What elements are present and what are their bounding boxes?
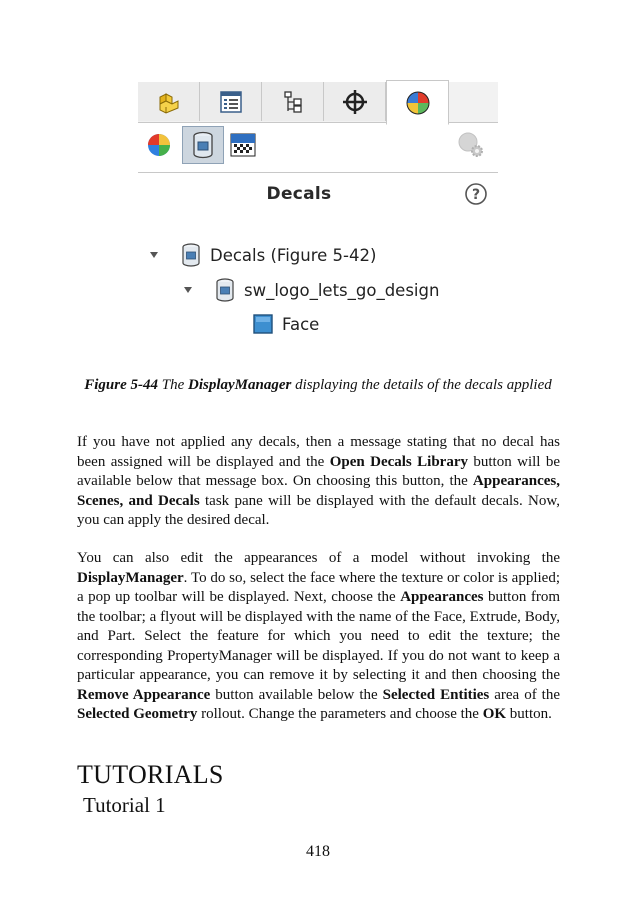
decals-button[interactable] [182, 126, 224, 164]
paragraph-edit-appearances: You can also edit the appearances of a model without invoking the DisplayManager. To do so, select the face where the texture or color is applied; a pop up toolbar will be displayed. Next, choose the Appearances button from the toolbar; a flyout will be displayed with the name of the Face, Extrude, Body, and Part. Select the feature for which you need to edit the texture; the corresponding PropertyManager will be displayed. If you do not want to keep a particular appearance, you can remove it by selecting it and then choosing the Remove Appearance button available below the Selected Entities area of the Selected Geometry rollout. Change the parameters and choose the OK button. [77, 550, 560, 722]
paragraph-decals-library: If you have not applied any decals, then a message stating that no decal has been assigned will be displayed and the Open Decals Library button will be available below that message box. On choosing this button, the Appearances, Scenes, and Decals task pane will be displayed with the default decals. Now, you can apply the desired decal. [77, 434, 561, 528]
dimxpert-manager-icon [341, 88, 369, 116]
tab-display-manager[interactable] [386, 80, 449, 125]
figure-caption: Figure 5-44 The DisplayManager displaying the details of the decals applied [84, 377, 552, 393]
tab-dimxpert-manager[interactable] [324, 82, 386, 121]
scenes-button[interactable] [226, 128, 260, 162]
tree-item-face[interactable] [252, 310, 319, 338]
svg-text:?: ? [471, 187, 481, 203]
tree-item-label: Decals (Figure 5-42) [210, 245, 377, 265]
help-icon[interactable] [464, 182, 488, 206]
decal-icon [214, 277, 236, 303]
expand-arrow-icon[interactable] [146, 241, 162, 269]
expand-arrow-icon[interactable] [180, 276, 196, 304]
decal-folder-icon [180, 242, 202, 268]
display-manager-toolbar [138, 122, 498, 168]
subsection-heading: Tutorial 1 [83, 793, 166, 817]
panel-title: Decals [266, 184, 332, 204]
section-heading: TUTORIALS [77, 760, 224, 789]
appearances-icon [146, 132, 172, 158]
page-number: 418 [306, 843, 330, 860]
feature-manager-icon [155, 88, 183, 116]
appearances-button[interactable] [142, 128, 176, 162]
tree-item-label: Face [282, 314, 320, 334]
settings-button[interactable] [454, 128, 488, 162]
settings-gear-icon [456, 130, 486, 160]
caption-subject: DisplayManager [188, 377, 292, 393]
property-manager-icon [218, 89, 244, 115]
face-icon [252, 313, 274, 335]
display-manager-icon [403, 88, 433, 118]
decals-icon [191, 131, 215, 159]
figure-number: Figure 5-44 [84, 377, 159, 393]
tab-property-manager[interactable] [200, 82, 262, 121]
tree-item-decal[interactable] [180, 276, 439, 304]
configuration-manager-icon [280, 89, 306, 115]
tree-item-label: sw_logo_lets_go_design [244, 280, 440, 300]
tab-configuration-manager[interactable] [262, 82, 324, 121]
tree-item-decals[interactable] [146, 241, 376, 269]
tab-feature-manager[interactable] [138, 82, 200, 121]
display-manager-screenshot [138, 76, 498, 373]
manager-tab-bar [138, 76, 498, 122]
scenes-icon [229, 132, 257, 158]
